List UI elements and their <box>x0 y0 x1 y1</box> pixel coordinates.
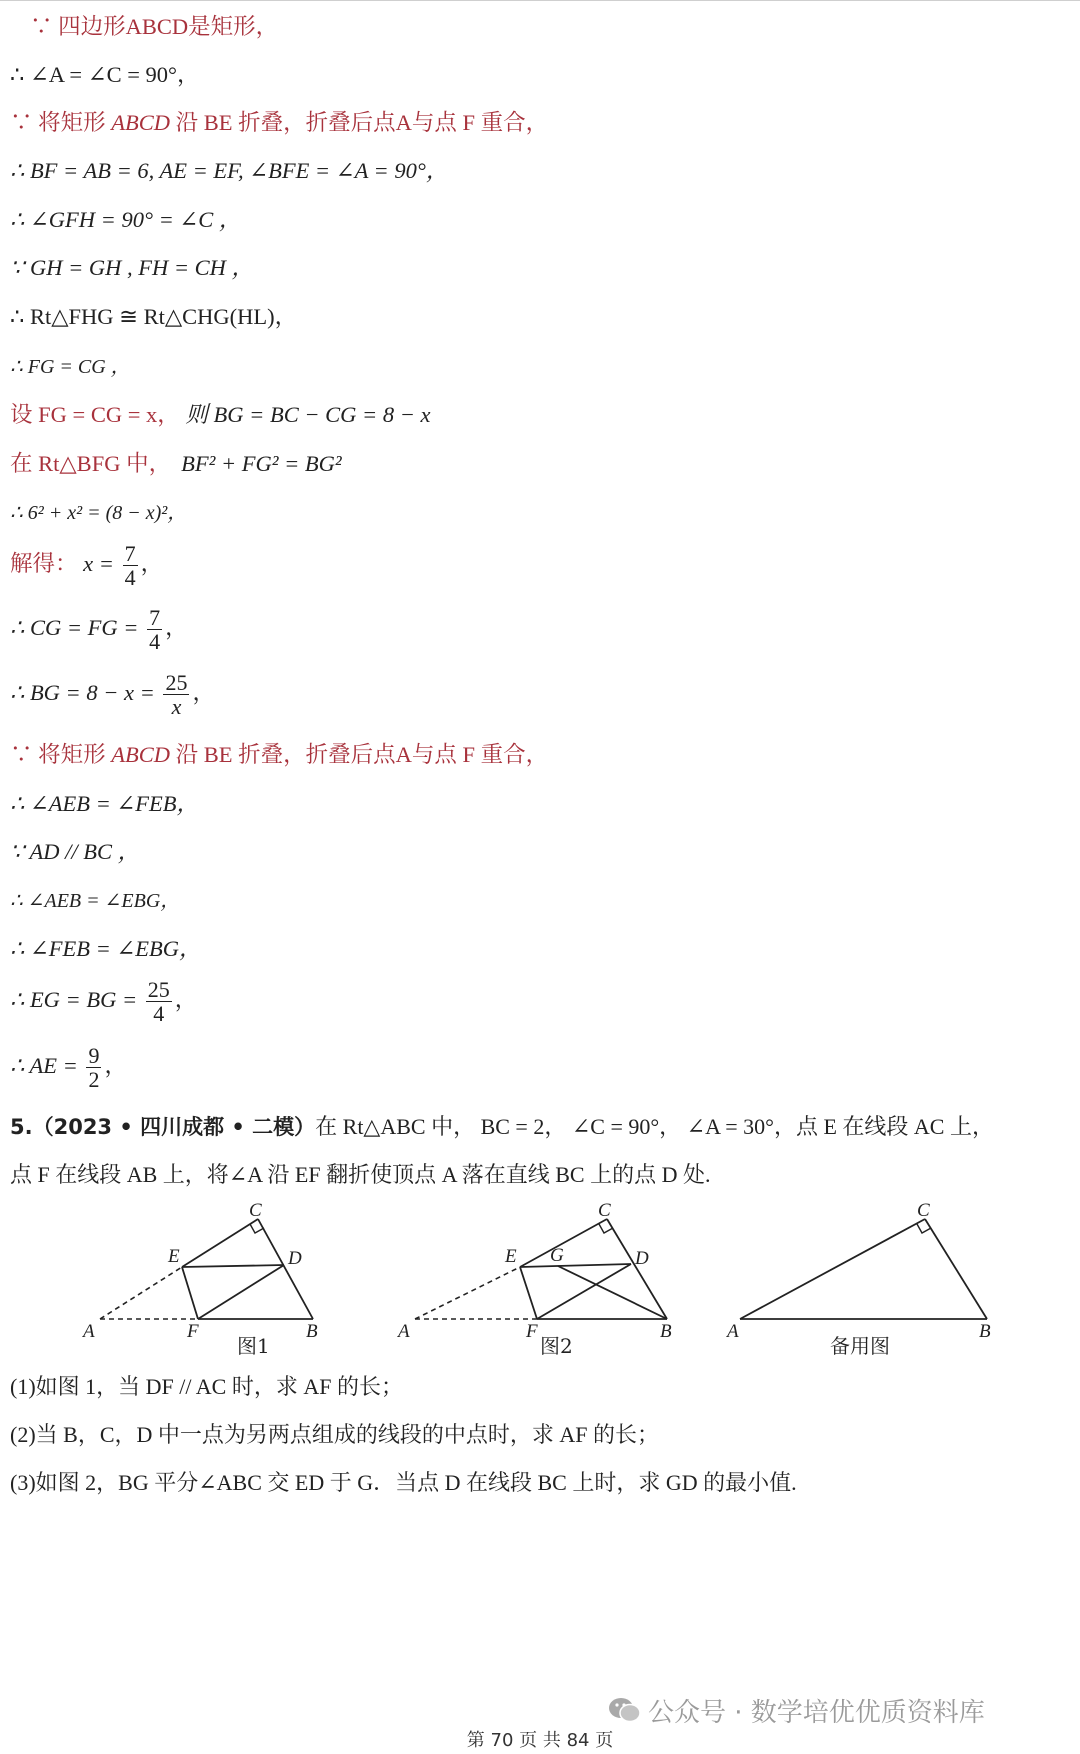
label-A: A <box>398 1321 410 1342</box>
watermark-text: 公众号 · 数学培优优质资料库 <box>648 1698 985 1728</box>
text: ， <box>174 986 198 1012</box>
text: 沿 BE 折叠，折叠后点A与点 F 重合， <box>170 110 549 135</box>
solution-line-3 <box>10 108 548 138</box>
text: ∵ 将矩形 <box>10 110 112 135</box>
figure-1 <box>80 1200 350 1365</box>
text: ， <box>192 679 215 705</box>
solution-line-6: ∵ GH = GH , FH = CH ， <box>10 255 255 280</box>
segment-EF <box>520 1267 537 1319</box>
text: 沿 BE 折叠，折叠后点A与点 F 重合， <box>170 742 549 767</box>
segment-ED <box>520 1264 631 1267</box>
solution-line-12 <box>10 542 163 589</box>
page-footer: 第 70 页 共 84 页 <box>466 1730 614 1751</box>
solution-line-14 <box>10 671 215 718</box>
numerator: 7 <box>124 541 136 566</box>
fraction <box>86 1044 101 1091</box>
segment-EF <box>182 1267 198 1319</box>
fraction <box>146 978 172 1025</box>
text: ∴ CG = FG = <box>10 614 139 640</box>
text: ， <box>140 550 164 576</box>
denominator: 4 <box>149 629 161 655</box>
segment-CB <box>925 1219 987 1319</box>
label-B: B <box>660 1321 672 1342</box>
fraction <box>147 606 162 653</box>
fraction <box>163 671 189 718</box>
figure-backup-caption: 备用图 <box>830 1334 890 1358</box>
text: x = <box>83 550 114 576</box>
text: ∴ BG = 8 − x = <box>10 679 155 705</box>
solution-line-8: ∴ FG = CG ， <box>10 356 131 378</box>
figure-1-caption: 图1 <box>237 1334 270 1358</box>
denominator: 4 <box>153 1001 165 1027</box>
text: ABCD <box>111 742 171 767</box>
figure-2 <box>395 1200 675 1365</box>
numerator: 25 <box>147 977 170 1002</box>
segment-AC <box>740 1219 925 1319</box>
problem-source: （2023 • 四川成都 • 二模） <box>32 1115 316 1139</box>
question-2: (2)当 B，C，D 中一点为另两点组成的线段的中点时，求 AF 的长； <box>10 1422 660 1447</box>
solution-line-10 <box>10 449 342 479</box>
question-3: (3)如图 2，BG 平分∠ABC 交 ED 于 G．当点 D 在线段 BC 上时，求 GD 的最小值. <box>10 1470 797 1495</box>
text: BF² + FG² = BG² <box>181 451 342 476</box>
numerator: 9 <box>88 1043 100 1068</box>
text: 在 Rt△BFG 中， <box>10 451 172 476</box>
denominator: 2 <box>88 1067 100 1093</box>
text: ， <box>104 1052 127 1078</box>
label-A: A <box>727 1321 739 1342</box>
label-E: E <box>168 1246 180 1267</box>
label-F: F <box>187 1321 199 1342</box>
segment-FD <box>537 1264 631 1319</box>
problem-line-2: 点 F 在线段 AB 上，将∠A 沿 EF 翻折使顶点 A 落在直线 BC 上的点 D 处. <box>10 1162 711 1187</box>
solution-line-4: ∴ BF = AB = 6, AE = EF, ∠BFE = ∠A = 90°， <box>10 158 449 183</box>
text: ABCD <box>111 110 171 135</box>
text: 设 FG = CG = x， <box>10 402 180 427</box>
figure-2-caption: 图2 <box>540 1334 573 1358</box>
solution-line-9 <box>10 400 431 430</box>
label-B: B <box>306 1321 318 1342</box>
solution-line-21 <box>10 1044 127 1091</box>
text: ∴ EG = BG = <box>10 986 138 1012</box>
solution-line-2: ∴ ∠A = ∠C = 90°， <box>10 62 200 87</box>
label-A: A <box>83 1321 95 1342</box>
segment-CB <box>258 1219 313 1319</box>
solution-line-17: ∵ AD // BC ， <box>10 839 141 864</box>
text: 则 BG = BC − CG = 8 − x <box>179 402 431 427</box>
solution-line-13 <box>10 606 188 653</box>
label-B: B <box>979 1321 991 1342</box>
text: ， <box>165 614 188 640</box>
label-C: C <box>249 1200 262 1221</box>
label-G: G <box>550 1245 564 1266</box>
solution-line-5: ∴ ∠GFH = 90° = ∠C ， <box>10 207 242 232</box>
label-F: F <box>526 1321 538 1342</box>
solution-line-20 <box>10 978 197 1025</box>
text: 解得： <box>10 550 78 576</box>
label-E: E <box>505 1246 517 1267</box>
numerator: 25 <box>165 670 188 695</box>
problem-header <box>10 1112 994 1142</box>
numerator: 7 <box>149 605 161 630</box>
label-C: C <box>598 1200 611 1221</box>
problem-number: 5. <box>10 1115 33 1139</box>
label-C: C <box>917 1200 930 1221</box>
solution-line-7: ∴ Rt△FHG ≅ Rt△CHG(HL)， <box>10 304 298 329</box>
label-D: D <box>635 1248 649 1269</box>
denominator: 4 <box>124 565 136 591</box>
text: ∴ AE = <box>10 1052 78 1078</box>
segment-EC <box>182 1219 258 1267</box>
solution-line-18: ∴ ∠AEB = ∠EBG， <box>10 890 181 912</box>
solution-line-19: ∴ ∠FEB = ∠EBG， <box>10 936 202 961</box>
segment-ED <box>182 1265 284 1267</box>
solution-line-1 <box>10 12 278 42</box>
top-rule <box>0 0 1080 1</box>
solution-line-16: ∴ ∠AEB = ∠FEB， <box>10 791 200 816</box>
label-D: D <box>288 1248 302 1269</box>
denominator: x <box>171 694 182 720</box>
fold-line-AE <box>415 1267 520 1319</box>
text: ∵ 将矩形 <box>10 742 112 767</box>
segment-FD <box>198 1265 284 1319</box>
fold-line-AE <box>100 1267 182 1319</box>
fraction <box>123 542 138 589</box>
solution-line-15 <box>10 740 548 770</box>
question-1: (1)如图 1，当 DF // AC 时，求 AF 的长； <box>10 1374 403 1399</box>
text: ∵ 四边形ABCD是矩形， <box>30 14 279 39</box>
solution-line-11: ∴ 6² + x² = (8 − x)²， <box>10 502 188 524</box>
problem-text: 在 Rt△ABC 中， BC = 2， ∠C = 90°， ∠A = 30°，点 E 在线段 AC 上， <box>315 1114 994 1139</box>
